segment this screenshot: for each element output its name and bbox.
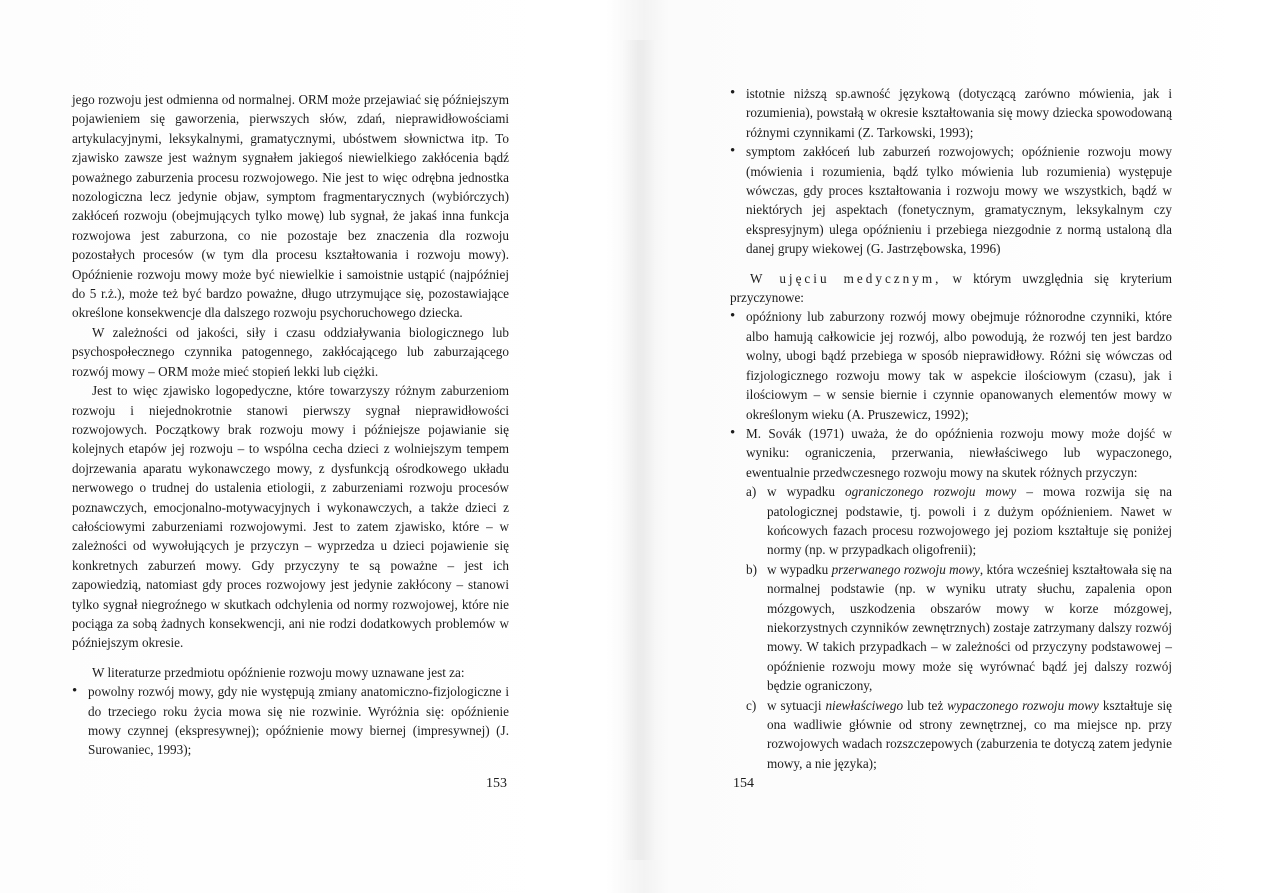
- bullet-list: [730, 84, 1172, 259]
- sub-item-text: w wypadku: [767, 561, 832, 577]
- sub-list: [746, 482, 1172, 773]
- list-item: • powolny rozwój mowy, gdy nie występują zmiany anatomiczno-fizjologiczne i do trzeciego roku życia mowa się nie rozwinie. Wyróżnia się: opóźnienie mowy czynnej (ekspresywnej); opóźnienie mowy biernej (impresywnej) (J. Surowaniec, 1993);: [72, 682, 509, 760]
- sub-item-text: – mowa rozwija się na patologicznej podstawie, tj. powoli i z dużym opóźnieniem. Nawet w końcowych fazach procesu rozwojowego jej poziom kształtuje się poniżej normy (np. w przypadkach oligofrenii);: [767, 484, 1172, 558]
- paragraph: W zależności od jakości, siły i czasu oddziaływania biologicznego lub psychospołecznego czynnika patogennego, zakłócającego lub zaburzającego rozwój mowy – ORM może mieć stopień lekki lub ciężki.: [72, 324, 509, 379]
- paragraph: W literaturze przedmiotu opóźnienie rozwoju mowy uznawane jest za:: [92, 664, 465, 680]
- left-page-body: [72, 90, 509, 760]
- medical-intro-rest: w którym uwzględnia się kryterium przyczynowe:: [730, 270, 1173, 306]
- right-page: [656, 0, 1263, 893]
- paragraph: Jest to więc zjawisko logopedyczne, które towarzyszy różnym zaburzeniom rozwoju i niejednokrotnie stanowi pierwszy sygnał nieprawidłowości rozwojowych. Początkowy brak rozwoju mowy i późniejsze pojawianie się kolejnych etapów jej rozwoju – to wspólna cecha dzieci z wolniejszym tempem dojrzewania aparatu wykonawczego mowy, z dysfunkcją ośrodkowego układu nerwowego o trudnej do ustalenia etiologii, z zaburzeniami rozwoju procesów poznawczych, emocjonalno-motywacyjnych i wykonawczych, a także dzieci z całościowymi zaburzeniami rozwojowymi. Jest to zatem zjawisko, które – w zależności od wywołujących je przyczyn – wyprzedza u dzieci pojawienie się konkretnych zaburzeń mowy. Gdy przyczyny te są poważne – jest ich zapowiedzią, natomiast gdy proces rozwojowy jest jedynie zakłócony – stanowi tylko sygnał niegroźnego w skutkach odchylenia od normy rozwojowej, które nie pociąga za sobą żadnych konsekwencji, ani nie rodzi dodatkowych problemów w późniejszym okresie.: [72, 383, 509, 651]
- sub-item-text: w wypadku: [767, 484, 845, 500]
- list-item-text: M. Sovák (1971) uważa, że do opóźnienia rozwoju mowy może dojść w wyniku: ograniczenia, przerwania, niewłaściwego lub wypaczonego, ewentualnie przedwczesnego rozwoju mowy na skutek różnych przyczyn:: [746, 425, 1172, 480]
- medical-intro: [730, 269, 1172, 308]
- bullet-list: [730, 307, 1172, 773]
- sub-item-italic: przerwanego rozwoju mowy: [831, 561, 980, 577]
- sub-item-italic: niewłaściwego: [825, 697, 904, 713]
- sub-list-marker: b): [746, 561, 757, 577]
- sub-list-item: [746, 696, 1172, 774]
- list-item: [730, 424, 1172, 773]
- right-page-body: [730, 84, 1172, 773]
- bullet-list: [72, 682, 509, 760]
- sub-item-text: lub też: [903, 697, 948, 713]
- book-gutter: [622, 40, 656, 860]
- sub-item-italic: wypaczonego rozwoju mowy: [947, 697, 1099, 713]
- list-item: • opóźniony lub zaburzony rozwój mowy obejmuje różnorodne czynniki, które albo hamują całkowicie jej rozwój, albo powodują, że rozwój ten jest bardzo wolny, ubogi bądź przebiega w sposób nieprawidłowy. Różni się wówczas od fizjologicznego rozwoju mowy tak w aspekcie ilościowym (czasu), jak i ilościowym – w sensie biernie i czynnie opanowanych elementów mowy w określonym wieku (A. Pruszewicz, 1992);: [730, 307, 1172, 423]
- sub-list-marker: a): [746, 484, 757, 500]
- page-number: 153: [486, 776, 507, 791]
- page-number: 154: [733, 776, 754, 791]
- medical-intro-spaced: W ujęciu medycznym,: [750, 270, 942, 286]
- sub-list-item: [746, 482, 1172, 560]
- left-page: [0, 0, 622, 893]
- sub-list-item: [746, 560, 1172, 696]
- sub-item-text: w sytuacji: [767, 697, 826, 713]
- sub-list-marker: c): [746, 697, 757, 713]
- sub-item-text: , która wcześniej kształtowała się na normalnej podstawie (np. w wyniku utraty słuchu, zapalenia opon mózgowych, uszkodzenia obszarów mowy w korze mózgowej, niekorzystnych czynników zewnętrznych) zostaje zatrzymany dalszy rozwój mowy. W takich przypadkach – w zależności od przyczyny podstawowej – opóźnienie rozwoju mowy może się wyrównać bądź jej dalszy rozwój będzie ograniczony,: [767, 561, 1172, 694]
- sub-item-text: kształtuje się ona wadliwie głównie od strony zewnętrznej, co ma miejsce np. przy rozwojowych wadach rozszczepowych (zaburzenia te dotyczą zatem jedynie mowy, a nie języka);: [767, 697, 1172, 771]
- paragraph: jego rozwoju jest odmienna od normalnej. ORM może przejawiać się późniejszym pojawieniem się gaworzenia, pierwszych słów, zdań, nieprawidłowościami artykulacyjnymi, leksykalnymi, gramatycznymi, ubóstwem słownictwa itp. To zjawisko zawsze jest ważnym sygnałem jakiegoś niewielkiego zakłócenia bądź poważnego zaburzenia procesu rozwojowego. Nie jest to więc odrębna jednostka nozologiczna lecz jedynie objaw, symptom fragmentarycznych (wybiórczych) zakłóceń rozwoju (obejmujących tylko mowę) lub sygnał, że jakaś inna funkcja rozwojowa jest zaburzona, co nie pozostaje bez znaczenia dla rozwoju pozostałych procesów (w tym dla procesu kształtowania i rozwoju mowy). Opóźnienie rozwoju mowy może być niewielkie i samoistnie ustąpić (najpóźniej do 5 r.ż.), może też być bardzo poważne, długo utrzymujące się, pozostawiające określone konsekwencje dla dalszego rozwoju psychoruchowego dziecka.: [72, 92, 509, 321]
- list-item: • istotnie niższą sp.awność językową (dotyczącą zarówno mówienia, jak i rozumienia), powstałą w okresie kształtowania się mowy dziecka spowodowaną różnymi czynnikami (Z. Tarkowski, 1993);: [730, 84, 1172, 142]
- sub-item-italic: ograniczonego rozwoju mowy: [844, 484, 1017, 500]
- list-item: • symptom zakłóceń lub zaburzeń rozwojowych; opóźnienie rozwoju mowy (mówienia i rozumienia, bądź tylko mówienia lub rozumienia) występuje wówczas, gdy proces kształtowania i rozwoju mowy we wszystkich, bądź w niektórych jej aspektach (fonetycznym, gramatycznym, leksykalnym czy ekspresyjnym) ulega opóźnieniu i przebiega niezgodnie z normą ustaloną dla danej grupy wiekowej (G. Jastrzębowska, 1996): [730, 142, 1172, 258]
